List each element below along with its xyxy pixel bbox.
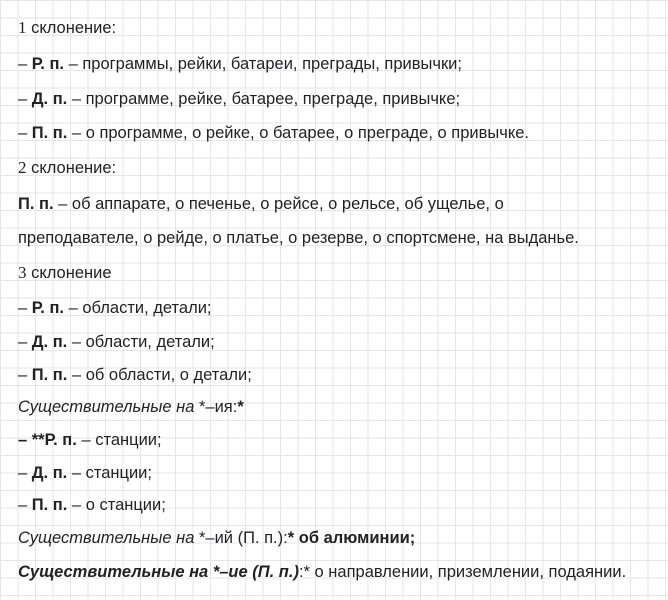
text-segment: Д. п. — [31, 464, 68, 482]
text-segment: – — [18, 366, 32, 384]
text-segment: – — [18, 333, 32, 351]
text-line — [18, 527, 415, 549]
text-line — [18, 297, 212, 319]
text-segment: – **Р. п. — [18, 431, 77, 449]
text-line — [18, 364, 252, 386]
text-segment: * об алюминии; — [287, 529, 416, 547]
text-segment: Д. п. — [31, 90, 68, 108]
text-line — [18, 157, 116, 179]
text-segment: * — [237, 398, 244, 416]
text-line — [18, 262, 112, 284]
text-segment: Д. п. — [31, 333, 68, 351]
text-segment: – — [18, 90, 32, 108]
text-segment: – — [18, 124, 32, 142]
text-segment: *–ия: — [198, 398, 238, 416]
text-segment: :* о направлении, приземлении, подаянии. — [298, 563, 627, 581]
text-line — [18, 227, 579, 249]
text-segment: – — [18, 55, 32, 73]
text-segment: 1 — [18, 18, 27, 37]
text-segment: склонение — [26, 264, 112, 282]
text-line — [18, 561, 626, 583]
text-segment: Р. п. — [31, 55, 65, 73]
text-segment: Р. п. — [31, 299, 65, 317]
text-segment: П. п. — [31, 366, 68, 384]
text-segment: – области, детали; — [64, 299, 212, 317]
text-segment: П. п. — [31, 124, 68, 142]
text-line — [18, 88, 460, 110]
text-line — [18, 193, 504, 215]
text-segment: – — [18, 464, 32, 482]
text-segment: – о программе, о рейке, о батарее, о преграде, о привычке. — [67, 124, 529, 142]
text-segment: Существительные на — [18, 398, 199, 416]
text-segment: П. п. — [18, 195, 54, 213]
text-line — [18, 396, 244, 418]
text-segment: Существительные на — [18, 529, 199, 547]
text-segment: – о станции; — [67, 496, 166, 514]
text-segment: – — [18, 299, 32, 317]
text-segment: преподавателе, о рейде, о платье, о резерве, о спортсмене, на выданье. — [18, 229, 579, 247]
text-line — [18, 53, 462, 75]
text-segment: *–ий (П. п.): — [198, 529, 288, 547]
text-line — [18, 122, 529, 144]
text-line — [18, 17, 116, 39]
text-segment: 3 — [18, 263, 27, 282]
text-segment: – об области, о детали; — [67, 366, 252, 384]
text-segment: склонение: — [26, 159, 117, 177]
text-line — [18, 429, 162, 451]
text-segment: склонение: — [26, 19, 117, 37]
text-segment: Существительные на *–ие (П. п.) — [18, 563, 299, 581]
text-segment: – программе, рейке, батарее, преграде, привычке; — [67, 90, 461, 108]
text-line — [18, 331, 215, 353]
text-segment: П. п. — [31, 496, 68, 514]
text-line — [18, 494, 166, 516]
text-segment: – станции; — [76, 431, 162, 449]
text-segment: – станции; — [67, 464, 152, 482]
text-segment: – области, детали; — [67, 333, 215, 351]
text-segment: 2 — [18, 158, 27, 177]
text-segment: – программы, рейки, батареи, преграды, привычки; — [64, 55, 462, 73]
text-segment: – об аппарате, о печенье, о рейсе, о рельсе, об ущелье, о — [53, 195, 504, 213]
text-segment: – — [18, 496, 32, 514]
text-line — [18, 462, 152, 484]
